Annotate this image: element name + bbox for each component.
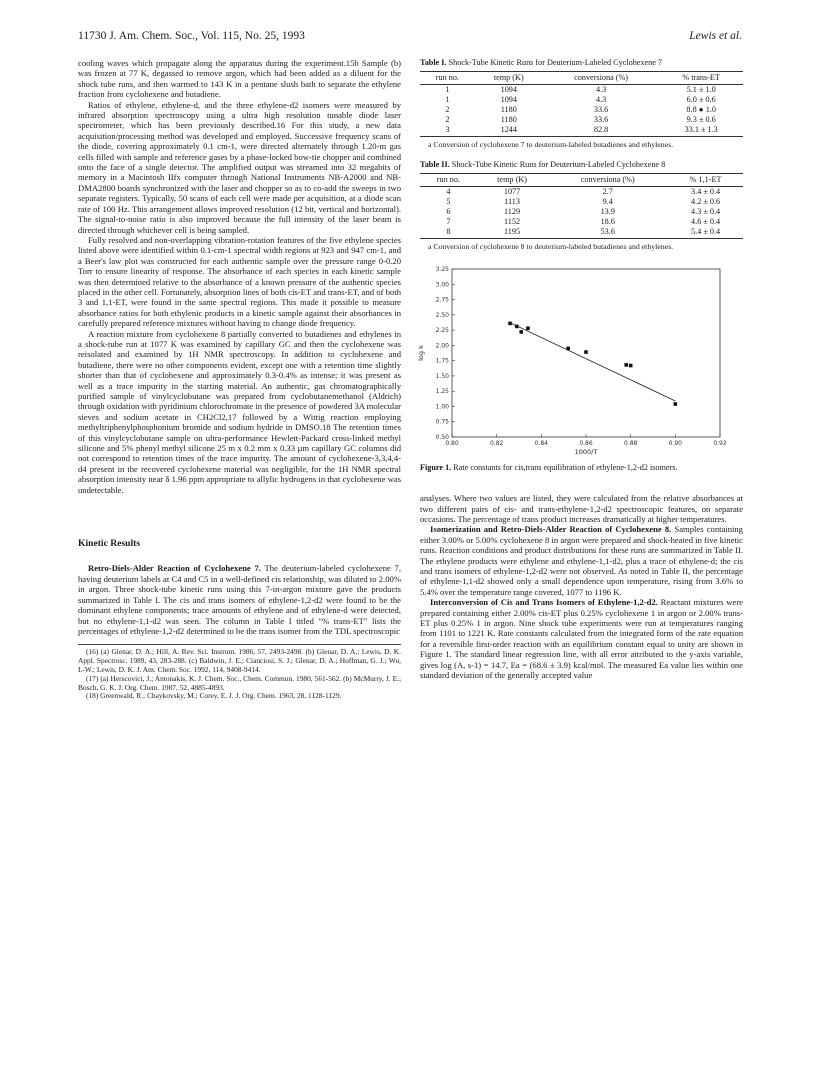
left-column xyxy=(78,58,401,701)
footnotes xyxy=(78,644,401,701)
table-cell: 4.2 ± 0.6 xyxy=(691,196,721,206)
table1-title: Shock-Tube Kinetic Runs for Deuterium-Labeled Cyclohexene 7 xyxy=(448,58,663,67)
table-header: % trans-ET xyxy=(659,72,743,85)
table-cell: 1195 xyxy=(477,227,548,239)
x-tick-label: 0.82 xyxy=(489,440,504,448)
run-in-heading: Isomerization and Retro-Diels-Alder Reaction of Cyclohexene 8. xyxy=(430,524,672,535)
figure1-title: Rate constants for cis,trans equilibration of ethylene-1,2-d2 isomers. xyxy=(453,463,678,473)
table-row xyxy=(420,186,743,197)
x-tick-label: 0.84 xyxy=(534,440,549,448)
table-cell: 1094 xyxy=(500,85,517,94)
table-cell: 1180 xyxy=(500,105,517,114)
table1-label: Table I. xyxy=(420,58,447,67)
paragraph xyxy=(420,597,743,680)
table-cell: 4.6 ± 0.4 xyxy=(691,216,721,226)
table-cell: 3 xyxy=(420,125,475,137)
table-cell: 8.8 ● 1.0 xyxy=(686,105,716,114)
y-tick-label: 3.00 xyxy=(435,281,449,289)
table-cell: 82.8 xyxy=(543,125,660,137)
y-tick-label: 2.00 xyxy=(435,342,449,350)
table2 xyxy=(420,173,743,239)
right-column xyxy=(417,58,743,681)
x-tick-label: 0.92 xyxy=(713,440,727,448)
table-row xyxy=(420,85,743,96)
table-row xyxy=(420,227,743,239)
table-cell: 5.1 ± 1.0 xyxy=(686,85,716,94)
y-tick-label: 0.75 xyxy=(435,418,449,426)
data-point xyxy=(519,330,523,334)
table2-footnote: a Conversion of cyclohexene 8 to deuterium-labeled butadienes and ethylenes. xyxy=(428,241,674,251)
table-cell: 18.6 xyxy=(600,216,615,226)
table-cell: 1180 xyxy=(500,115,517,124)
paragraph: analyses. Where two values are listed, they were calculated from the relative absorbances at two different pairs of cis- and trans-ethylene-1,2-d2 spectroscopic features, on separate occasions. The percentage of trans product increases dramatically at higher temperatures. xyxy=(420,493,743,524)
table-cell: 2.7 xyxy=(602,186,613,196)
paragraph: Ratios of ethylene, ethylene-d, and the three ethylene-d2 isomers were measured by infrared absorption spectroscopy using a ultra high resolution tunable diode laser spectrometer, which has been previously described.16 For this study, a new data acquisition/processing method was developed and employed. Successive frequency scans of the diode, covering approximately 0.1 cm-1, were directed alternately through 1.20-m gas cells filled with sample and reference gases by a phase-locked bow-tie chopper and combined onto the face of a single detector. The amplified output was streamed into 32 megabits of memory in a Macintosh IIfx computer through National Instruments NB-A2000 and NB-DMA2800 boards synchronized with the laser and chopper so as to co-add the sweeps in two separate registers. Typically, 50 scans of each cell were made per acquisition, at a diode scan rate of 100 Hz. This arrangement allows improved resolution (12 bit, vertical and horizontal). The signal-to-noise ratio is also improved because the full intensity of the laser beam is directed through whichever cell is being sampled. xyxy=(78,99,401,235)
x-tick-label: 0.88 xyxy=(623,440,638,448)
table-cell: 4.3 xyxy=(595,95,607,104)
y-axis-label: log k xyxy=(417,345,425,362)
table-row xyxy=(420,207,743,217)
table-row xyxy=(420,95,743,105)
paragraph xyxy=(78,563,401,636)
table-cell: 1094 xyxy=(500,95,517,104)
y-tick-label: 1.75 xyxy=(435,357,449,365)
footnote: (18) Greenwald, R.; Chaykovsky, M.; Corey, E. J. J. Org. Chem. 1963, 28, 1128-1129. xyxy=(86,691,342,701)
table1-footnote: a Conversion of cyclohexene 7 to deuterium-labeled butadienes and ethylenes. xyxy=(428,140,674,149)
run-in-heading: Interconversion of Cis and Trans Isomers of Ethylene-1,2-d2. xyxy=(430,597,658,608)
table-row xyxy=(420,105,743,115)
regression-line xyxy=(510,323,675,401)
run-in-heading: Retro-Diels-Alder Reaction of Cyclohexene 7. xyxy=(88,563,261,574)
y-tick-label: 0.50 xyxy=(435,434,449,442)
x-tick-label: 0.80 xyxy=(445,440,459,448)
table-cell: 13.9 xyxy=(600,206,615,216)
x-tick-label: 0.90 xyxy=(668,440,683,448)
table-cell: 33.1 ± 1.3 xyxy=(659,125,743,137)
y-tick-label: 1.00 xyxy=(435,403,449,411)
journal-citation: 11730 J. Am. Chem. Soc., Vol. 115, No. 25, 1993 xyxy=(78,30,305,42)
running-header xyxy=(78,30,742,44)
data-point xyxy=(624,363,628,367)
table2-caption xyxy=(420,160,743,170)
y-tick-label: 1.25 xyxy=(435,388,449,396)
table-header: run no. xyxy=(420,72,475,85)
table-cell: 1077 xyxy=(503,186,521,196)
table-cell: 2 xyxy=(445,105,450,114)
table-row xyxy=(420,217,743,227)
footnote: (17) (a) Herscovici, J.; Antonakis, K. J. Chem. Soc., Chem. Commun. 1980, 561-562. (b) McMurry, J. E.; Bosch, G. K. J. Org. Chem. 1987, 52, 4885-4893. xyxy=(78,673,401,692)
paragraph: A reaction mixture from cyclohexene 8 partially converted to butadienes and ethylenes in a shock-tube run at 1077 K was examined by capillary GC and then the cyclohexene was reisolated and examined by 1H NMR spectroscopy. In addition to cyclohexene and butadiene, there were no other components evident, except one with a retention time slightly shorter than that of cyclohexene and approximately 0.3-0.4% as intense; it was present as well as a trace impurity in the starting material. An authentic, gas chromatographically purified sample of vinylcyclobutane was prepared from cyclobutanemethanol (Aldrich) through oxidation with pyridinium chlorochromate in the presence of powdered 3A molecular sieves and sodium acetate in CH2Cl2,17 followed by a Wittig reaction employing methyltriphenylphosphonium bromide and sodium hydride in DMSO.18 The retention times of this vinylcyclobutane sample on ultra-performance Hewlett-Packard cross-linked methyl silicone and 5% phenyl methyl silicone 25 m x 0.2 mm x 0.33 µm capillary GC columns did not correspond to retention times of the trace impurity. The amount of cyclohexene-3,3,4,4-d4 present in the recovered cyclohexene material was negligible, for the 1H NMR spectral absorption intensity near δ 1.96 ppm appropriate to allylic hydrogens in that cyclohexene was undetectable. xyxy=(78,328,401,495)
table-cell: 2 xyxy=(445,115,450,124)
table-cell: 1244 xyxy=(475,125,543,137)
table-cell: 53.6 xyxy=(547,227,668,239)
y-tick-label: 2.25 xyxy=(435,327,449,335)
figure1-plot xyxy=(414,261,744,461)
paragraph xyxy=(420,524,743,597)
table-cell: 3.4 ± 0.4 xyxy=(691,186,721,196)
y-tick-label: 3.25 xyxy=(435,266,449,274)
figure1-caption xyxy=(420,463,743,473)
data-point xyxy=(674,402,678,406)
footnote: (16) (a) Glenar, D. A.; Hill, A. Rev. Sci. Instrum. 1986, 57, 2493-2498. (b) Glenar, D. A.; Lewis, D. K. Appl. Spectrosc. 1989, 43, 283-288. (c) Baldwin, J. E.; Cianciosi, S. J.; Glenar, D. A.; Hoffman, G. J.; Wu, I.-W.; Lewis, D. K. J. Am. Chem. Soc. 1992, 114, 9408-9414. xyxy=(78,647,401,674)
table-row xyxy=(420,115,743,125)
table-cell: 4.3 xyxy=(595,85,607,94)
table-cell: 4.3 ± 0.4 xyxy=(691,206,721,216)
data-point xyxy=(584,350,588,354)
table-cell: 33.6 xyxy=(593,105,609,114)
figure1-label: Figure 1. xyxy=(420,463,452,473)
y-tick-label: 2.75 xyxy=(435,296,449,304)
data-point xyxy=(508,322,512,326)
data-point xyxy=(629,364,633,368)
table-cell: 1129 xyxy=(504,206,521,216)
table-cell: 1 xyxy=(445,85,450,94)
y-tick-label: 1.50 xyxy=(435,373,449,381)
x-tick-label: 0.86 xyxy=(579,440,593,448)
table-cell: 8 xyxy=(420,227,477,239)
table-cell: 5.4 ± 0.4 xyxy=(668,227,743,239)
table-header: conversiona (%) xyxy=(547,173,668,186)
table1 xyxy=(420,71,743,137)
table-cell: 6.0 ± 0.6 xyxy=(686,95,716,104)
table-header: run no. xyxy=(420,173,477,186)
section-title: Kinetic Results xyxy=(78,538,141,550)
table-cell: 1 xyxy=(445,95,450,104)
y-tick-label: 2.50 xyxy=(435,312,449,320)
paragraph-text: Reactant mixtures were prepared containing either 2.00% cis-ET plus 0.25% cyclohexene 1 in argon or 2.00% trans-ET plus 0.25% 1 in argon. Nine shock tube experiments were run at temperatures ranging from 1101 to 1221 K. Rate constants calculated from the integrated form of the rate equation for a reversible first-order reaction with an equilibrium constant equal to unity are shown in Figure 1. The standard linear regression line, with all error attributed to the y-axis variable, gives log (A, s-1) = 14.7, Ea = (68.6 ± 3.9) kcal/mol. The measured Ea value lies within one standard deviation of the generally accepted value xyxy=(420,597,743,681)
data-point xyxy=(526,327,530,331)
table-row xyxy=(420,197,743,207)
table1-caption xyxy=(420,58,743,68)
paragraph: cooling waves which propagate along the apparatus during the experiment.15b Sample (b) was frozen at 77 K, degassed to remove argon, which had been added as a diluent for the shock tube runs, and then warmed to 143 K in a pentane slush bath to separate the ethylene fraction from cyclohexene and butadiene. xyxy=(78,58,401,100)
data-point xyxy=(515,325,519,329)
paragraph-text: Samples containing either 3.00% or 5.00% cyclohexene 8 in argon were prepared and shock-heated in five kinetic runs. Reaction conditions and product distributions for these runs are summarized in Table II. The ethylene products were ethylene and ethylene-1,1-d2, plus a trace of ethylene-d; the cis and trans isomers of ethylene-1,2-d2 were not observed. As noted in Table II, the percentage of ethylene-1,1-d2 showed only a small dependence upon temperature, rising from 3.6% to 5.4% over the temperature range covered, 1077 to 1196 K. xyxy=(420,524,743,597)
table-cell: 6 xyxy=(446,206,451,216)
table-cell: 9.4 xyxy=(602,196,613,206)
table2-title: Shock-Tube Kinetic Runs for Deuterium-Labeled Cyclohexene 8 xyxy=(451,159,666,169)
table-row xyxy=(420,125,743,137)
table-header: temp (K) xyxy=(475,72,543,85)
table-cell: 1113 xyxy=(504,196,520,206)
data-point xyxy=(566,347,570,351)
table-cell: 9.3 ± 0.6 xyxy=(686,115,716,124)
table-header: % 1,1-ET xyxy=(668,173,743,186)
table-cell: 33.6 xyxy=(593,115,609,124)
paragraph-text: The deuterium-labeled cyclohexene 7, having deuterium labels at C4 and C5 in a well-defined cis relationship, was diluted to 2.00% in argon. Three shock-tube kinetic runs using this 7-in-argon mixture gave the products summarized in Table I. The cis and trans isomers of ethylene-1,2-d2 were found to be the dominant ethylene components; trace amounts of ethylene and of ethylene-d were detected, but no ethylene-1,1-d2 was seen. The column in Table I titled "% trans-ET" lists the percentages of ethylene-1,2-d2 determined to be the trans isomer from the TDL spectroscopic xyxy=(78,563,401,636)
table-cell: 5 xyxy=(446,196,451,206)
table-cell: 7 xyxy=(446,216,451,226)
table-cell: 1152 xyxy=(504,216,521,226)
table-header: temp (K) xyxy=(477,173,548,186)
x-axis-label: 1000/T xyxy=(574,448,598,457)
table-cell: 4 xyxy=(446,186,451,196)
table-header: conversiona (%) xyxy=(543,72,660,85)
paragraph: Fully resolved and non-overlapping vibration-rotation features of the five ethylene species listed above were identified within 0.1-cm-1 spectral width regions at 923 and 947 cm-1, and a Beer's law plot was constructed for each authentic sample over the pressure range 0-0.20 Torr to ensure linearity of response. The absorbance of each species in each kinetic sample was then determined relative to the absorbance of a known pressure of the authentic species placed in the other cell. Fortunately, absorption lines of both cis-ET and trans-ET, and of both 3 and 1,1-ET, were found in the same spectral regions. This made it possible to measure absorbance ratios for both ethylenic products in a kinetic sample against their absorbances in carefully prepared reference mixtures without having to change diode frequency. xyxy=(78,234,401,329)
table2-label: Table II. xyxy=(420,159,450,169)
author-running-head: Lewis et al. xyxy=(689,30,742,42)
